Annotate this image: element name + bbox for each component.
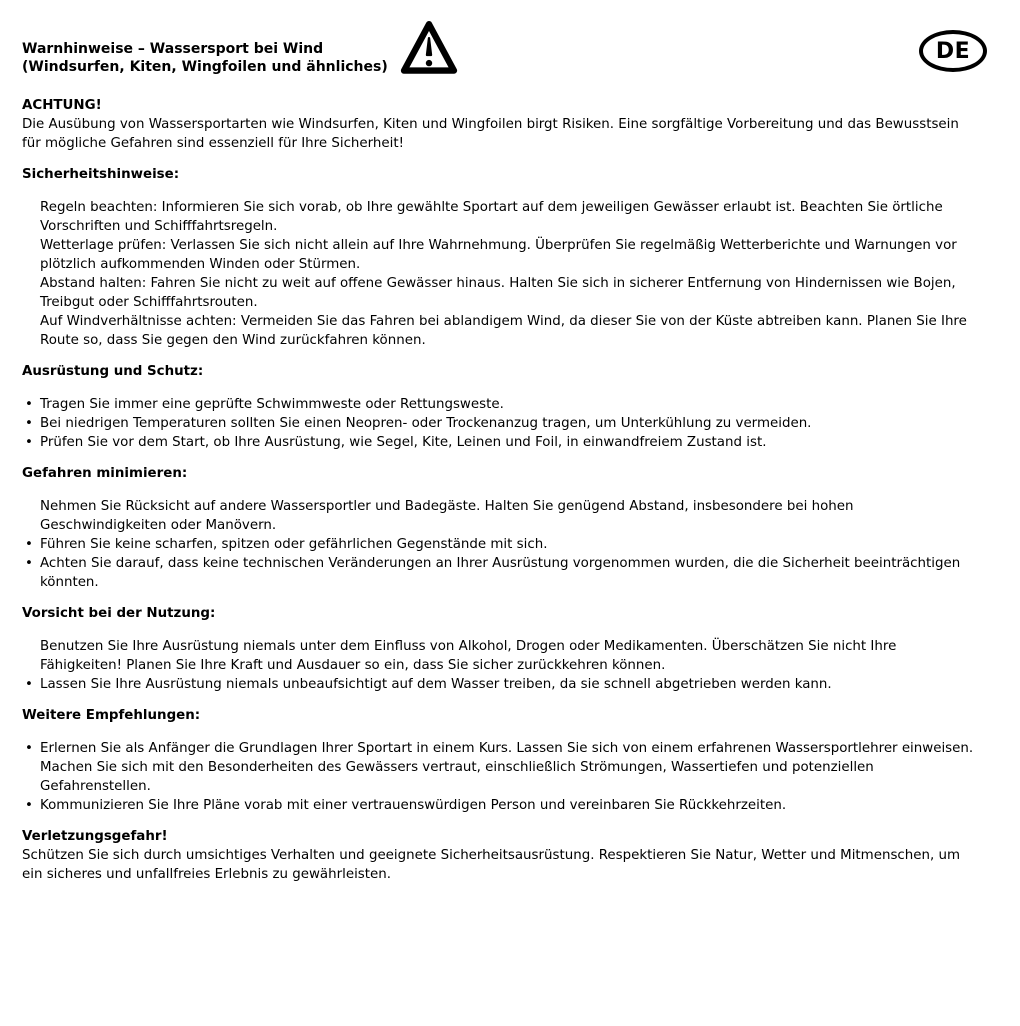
- section: [22, 706, 975, 815]
- section-heading: Gefahren minimieren:: [22, 466, 188, 481]
- item-list: [22, 395, 975, 452]
- list-item-text: Regeln beachten: Informieren Sie sich vorab, ob Ihre gewählte Sportart auf dem jeweiligen Gewässer erlaubt ist. Beachten Sie örtliche Vorschriften und Schifffahrtsregeln.: [40, 200, 943, 234]
- list-item-text: Bei niedrigen Temperaturen sollten Sie einen Neopren- oder Trockenanzug tragen, um Unterkühlung zu vermeiden.: [40, 416, 812, 431]
- list-item-text: Tragen Sie immer eine geprüfte Schwimmweste oder Rettungsweste.: [40, 397, 504, 412]
- list-item-text: Abstand halten: Fahren Sie nicht zu weit auf offene Gewässer hinaus. Halten Sie sich in sicherer Entfernung von Hindernissen wie Bojen, Treibgut oder Schifffahrtsrouten.: [40, 276, 956, 310]
- bullet-dot-icon: •: [25, 741, 33, 756]
- section-heading: Sicherheitshinweise:: [22, 167, 180, 182]
- language-badge: [919, 30, 987, 72]
- section-body: [22, 497, 975, 592]
- item-list: [22, 497, 975, 592]
- list-item: [22, 312, 975, 350]
- section-heading: Verletzungsgefahr!: [22, 829, 168, 844]
- bullet-dot-icon: •: [25, 556, 33, 571]
- list-item-text: Auf Windverhältnisse achten: Vermeiden Sie das Fahren bei ablandigem Wind, da dieser Sie von der Küste abtreiben kann. Planen Sie Ihre Route so, dass Sie gegen den Wind zurückfahren können.: [40, 314, 967, 348]
- section: [22, 165, 975, 350]
- bullet-list-item: [22, 414, 975, 433]
- section: [22, 604, 975, 694]
- section-body: [22, 395, 975, 452]
- bullet-list-item: [22, 796, 975, 815]
- section-heading: ACHTUNG!: [22, 98, 102, 113]
- list-item-text: Erlernen Sie als Anfänger die Grundlagen Ihrer Sportart in einem Kurs. Lassen Sie sich von einem erfahrenen Wassersportlehrer einweisen.: [40, 741, 974, 756]
- list-item-text: Wetterlage prüfen: Verlassen Sie sich nicht allein auf Ihre Wahrnehmung. Überprüfen Sie regelmäßig Wetterberichte und Warnungen vor plötzlich aufkommenden Winden oder Stürmen.: [40, 238, 957, 272]
- document-header: [22, 40, 975, 84]
- bullet-list-item: [22, 554, 975, 592]
- bullet-list-item: [22, 535, 975, 554]
- section-heading: Weitere Empfehlungen:: [22, 708, 201, 723]
- item-list: [22, 637, 975, 694]
- page-title: [22, 40, 388, 76]
- sections: [22, 96, 975, 884]
- section: [22, 96, 975, 153]
- bullet-list-item: [22, 395, 975, 414]
- list-item: [22, 198, 975, 236]
- bullet-dot-icon: •: [25, 798, 33, 813]
- section-heading: Ausrüstung und Schutz:: [22, 364, 204, 379]
- list-item-text: Machen Sie sich mit den Besonderheiten des Gewässers vertraut, einschließlich Strömungen, Wassertiefen und potenziellen Gefahrenstellen.: [40, 760, 874, 794]
- bullet-dot-icon: •: [25, 677, 33, 692]
- list-item: [22, 758, 975, 796]
- list-item: [22, 236, 975, 274]
- bullet-dot-icon: •: [25, 397, 33, 412]
- bullet-list-item: [22, 433, 975, 452]
- section-body: [22, 739, 975, 815]
- bullet-dot-icon: •: [25, 416, 33, 431]
- section-body: [22, 198, 975, 350]
- warning-triangle-icon: [400, 18, 458, 84]
- section: [22, 464, 975, 592]
- list-item-text: Prüfen Sie vor dem Start, ob Ihre Ausrüstung, wie Segel, Kite, Leinen und Foil, in einwandfreiem Zustand ist.: [40, 435, 767, 450]
- item-list: [22, 198, 975, 350]
- bullet-list-item: [22, 739, 975, 758]
- list-item-text: Kommunizieren Sie Ihre Pläne vorab mit einer vertrauenswürdigen Person und vereinbaren Sie Rückkehrzeiten.: [40, 798, 787, 813]
- title-line-1: Warnhinweise – Wassersport bei Wind: [22, 41, 324, 57]
- section-body: [22, 846, 975, 884]
- language-badge-label: DE: [935, 38, 971, 64]
- paragraph: Die Ausübung von Wassersportarten wie Windsurfen, Kiten und Wingfoilen birgt Risiken. Eine sorgfältige Vorbereitung und das Bewusstsein für mögliche Gefahren sind essenziell für Ihre Sicherheit!: [22, 117, 959, 151]
- section-body: [22, 115, 975, 153]
- title-line-2: (Windsurfen, Kiten, Wingfoilen und ähnliches): [22, 59, 388, 75]
- section: [22, 827, 975, 884]
- list-item-text: Lassen Sie Ihre Ausrüstung niemals unbeaufsichtigt auf dem Wasser treiben, da sie schnell abgetrieben werden kann.: [40, 677, 832, 692]
- bullet-dot-icon: •: [25, 537, 33, 552]
- paragraph: Schützen Sie sich durch umsichtiges Verhalten und geeignete Sicherheitsausrüstung. Respektieren Sie Natur, Wetter und Mitmenschen, um ein sicheres und unfallfreies Erlebnis zu gewährleisten.: [22, 848, 961, 882]
- section-heading: Vorsicht bei der Nutzung:: [22, 606, 216, 621]
- bullet-list-item: [22, 675, 975, 694]
- list-item: [22, 637, 975, 675]
- list-item-text: Nehmen Sie Rücksicht auf andere Wassersportler und Badegäste. Halten Sie genügend Abstand, insbesondere bei hohen Geschwindigkeiten oder Manövern.: [40, 499, 854, 533]
- list-item-text: Führen Sie keine scharfen, spitzen oder gefährlichen Gegenstände mit sich.: [40, 537, 548, 552]
- section: [22, 362, 975, 452]
- list-item-text: Benutzen Sie Ihre Ausrüstung niemals unter dem Einfluss von Alkohol, Drogen oder Medikamenten. Überschätzen Sie nicht Ihre Fähigkeiten! Planen Sie Ihre Kraft und Ausdauer so ein, dass Sie sicher zurückkehren können.: [40, 639, 897, 673]
- bullet-dot-icon: •: [25, 435, 33, 450]
- item-list: [22, 739, 975, 815]
- list-item: [22, 497, 975, 535]
- section-body: [22, 637, 975, 694]
- list-item: [22, 274, 975, 312]
- list-item-text: Achten Sie darauf, dass keine technischen Veränderungen an Ihrer Ausrüstung vorgenommen wurden, die die Sicherheit beeinträchtigen könnten.: [40, 556, 961, 590]
